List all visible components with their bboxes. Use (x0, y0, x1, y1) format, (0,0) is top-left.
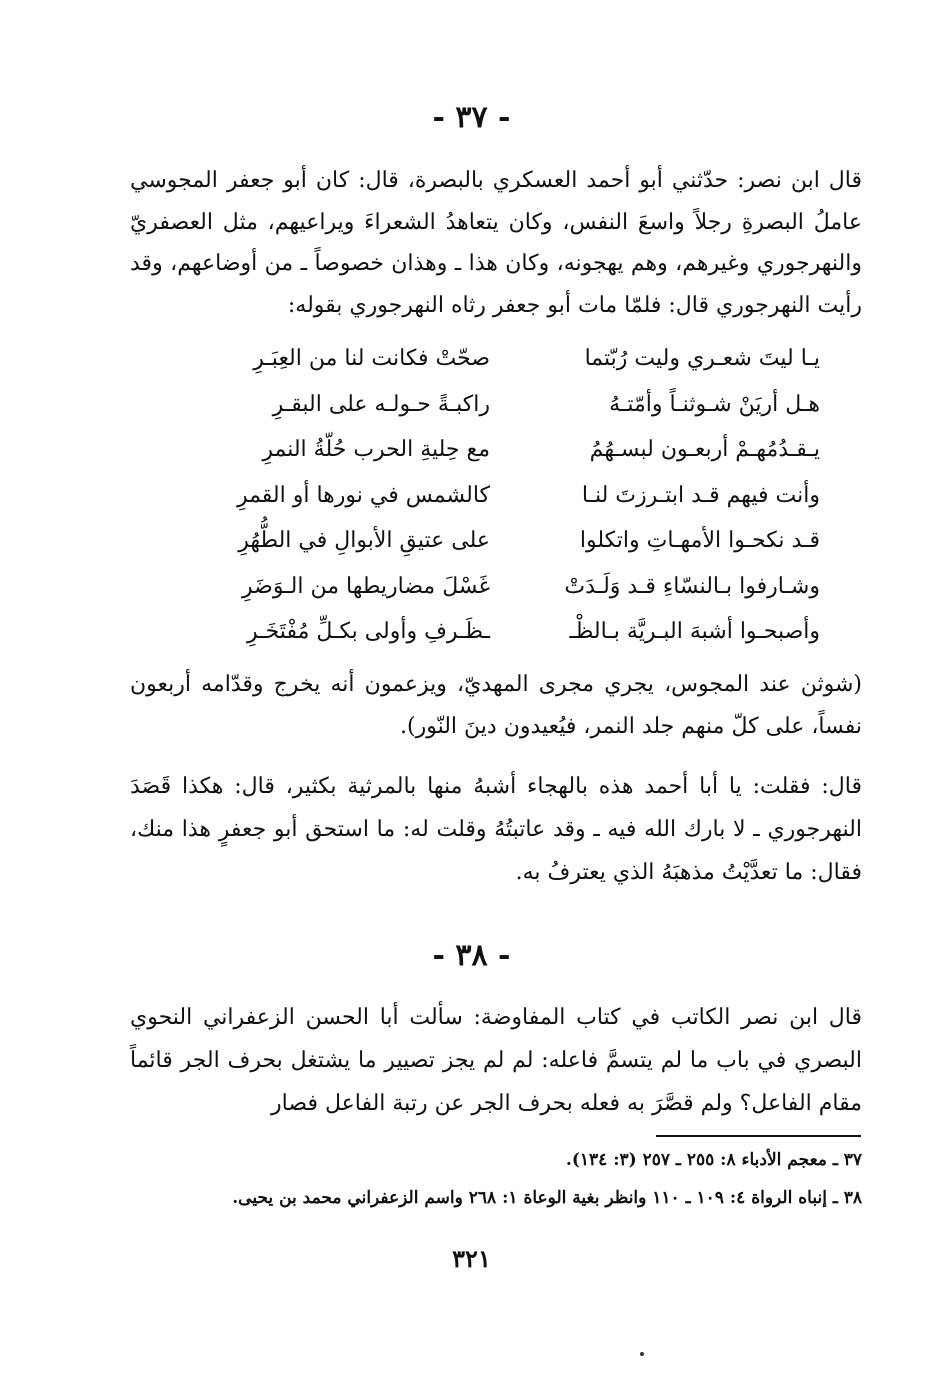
poem-note (130, 664, 862, 748)
section-heading-37: - ٣٧ - (432, 100, 511, 135)
paragraph-text: قال ابن نصر: حدّثني أبو أحمد العسكري بالبصرة، قال: كان أبو جعفر المجوسي عاملُ البصرةِ رجلاً واسعَ النفس، وكان يتعاهدُ الشعراءَ ويراعيهم، مثل العصفريّ والنهرجوري وغيرهم، وهم يهجونه، وكان هذا ـ وهذان خصوصاً ـ من أوضاعهم، وقد رأيت النهرجوري قال: فلمّا مات أبو جعفر رثاه النهرجوري بقوله: (130, 168, 862, 318)
verse-second-hemistich: صحّتْ فكانت لنا من العِبَـرِ (253, 346, 490, 371)
section-37-closing (130, 765, 862, 894)
verse-first-hemistich: يـا ليتَ شعـري وليت رُبّتما (584, 346, 820, 371)
verse-second-hemistich: كالشمس في نورها أو القمرِ (236, 482, 490, 508)
verse-first-hemistich: وأنت فيهم قـد ابتـرزتَ لنـا (581, 482, 820, 508)
verse-second-hemistich: على عتيقِ الأبوالِ في الطُّهُرِ (238, 528, 490, 553)
verse-first-hemistich: هـل أريَنْ شـوثنـاً وأمّتـهُ (609, 391, 820, 417)
closing-text: قال: فقلت: يا أبا أحمد هذه بالهجاء أشبهُ منها بالمرثية بكثير، قال: هكذا قَصَدَ النهرجوري ـ لا بارك الله فيه ـ وقد عاتبتُهُ وقلت له: ما استحق أبو جعفرٍ هذا منك، فقال: ما تعدَّيْتُ مذهبَهُ الذي يعترفُ به. (130, 774, 862, 885)
section-heading-38: - ٣٨ - (432, 938, 511, 973)
verse-first-hemistich: وشـارفوا بـالنسّاءِ قـد وَلَـدَتْ (564, 573, 820, 599)
verse-line (180, 483, 820, 529)
verse-line (180, 392, 820, 438)
verse-second-hemistich: غَسْلَ مضاريطها من الـوَضَرِ (242, 573, 490, 599)
footnote-38: ٣٨ ـ إنباه الرواة ٤: ١٠٩ ـ ١١٠ وانظر بغية الوعاة ١: ٢٦٨ واسم الزعفراني محمد بن يحيى. (232, 1188, 862, 1208)
verse-second-hemistich: مع حِليةِ الحرب حُلّةُ النمرِ (262, 437, 490, 462)
verse-line (180, 346, 820, 392)
section-38-paragraph (130, 996, 862, 1125)
verse-first-hemistich: قـد نكحـوا الأمهـاتِ واتكلوا (579, 528, 820, 553)
verse-first-hemistich: يـقـدُمُهـمْ أربعـون لبسـهُمُ (589, 437, 820, 462)
verse-second-hemistich: ـظَـرفِ وأولى بكـلِّ مُفْتَخَـرِ (247, 619, 490, 644)
paragraph-text: قال ابن نصر الكاتب في كتاب المفاوضة: سألت أبا الحسن الزعفراني النحوي البصري في باب ما لم يتسمَّ فاعله: لم لم يجز تصيير ما يشتغل بحرف الجر قائماً مقام الفاعل؟ ولم قصَّرَ به فعله بحرف الجر عن رتبة الفاعل فصار (130, 1005, 862, 1116)
verse-line (180, 574, 820, 620)
verse-line (180, 437, 820, 483)
note-text: (شوثن عند المجوس، يجري مجرى المهديّ، ويزعمون أنه يخرج وقدّامه أربعون نفساً، على كلّ منهم جلد النمر، فيُعيدون دينَ النّور). (130, 672, 862, 739)
footnote-37: ٣٧ ـ معجم الأدباء ٨: ٢٥٥ ـ ٢٥٧ (٣: ١٣٤). (565, 1150, 862, 1170)
page-number: ٣٢١ (452, 1244, 491, 1273)
verse-second-hemistich: راكبـةً حـولـه على البقـرِ (272, 391, 490, 417)
footnote-rule (656, 1135, 861, 1137)
print-speck (640, 1352, 644, 1356)
verse-line (180, 619, 820, 665)
verse-first-hemistich: وأصبحـوا أشبهَ البـريَّة بـالظْـ (569, 619, 820, 644)
verse-line (180, 528, 820, 574)
poem-verses (180, 346, 820, 665)
section-37-paragraph (130, 160, 862, 326)
